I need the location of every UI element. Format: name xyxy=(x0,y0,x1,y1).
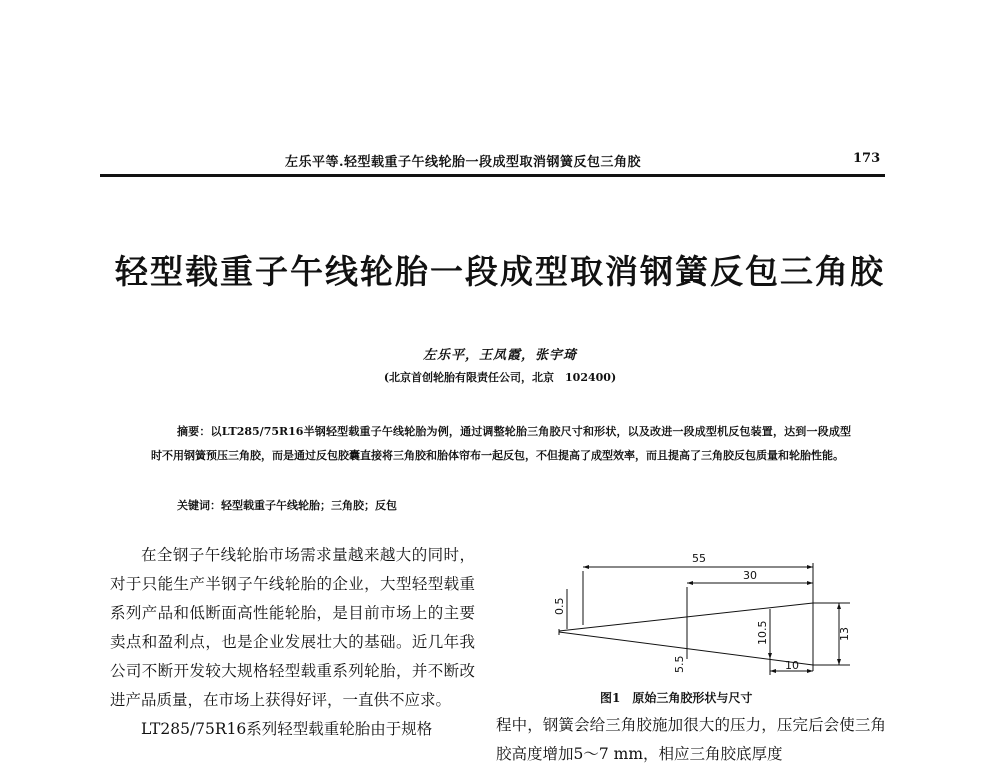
dim-label-55: 55 xyxy=(692,552,706,565)
dim-label-5-5: 5.5 xyxy=(673,655,686,673)
body-right-text: 程中，钢簧会给三角胶施加很大的压力，压完后会使三角胶高度增加5～7 mm，相应三角胶底厚度 xyxy=(496,716,886,763)
apex-upper-edge xyxy=(559,603,813,631)
figure-caption: 图1 原始三角胶形状与尺寸 xyxy=(600,691,753,705)
running-title: 左乐平等.轻型载重子午线轮胎一段成型取消钢簧反包三角胶 xyxy=(285,155,642,170)
body-left-column xyxy=(110,541,475,744)
keywords: 关键词：轻型载重子午线轮胎；三角胶；反包 xyxy=(177,499,397,512)
header-rule xyxy=(100,174,885,177)
figure-apex-diagram xyxy=(545,549,865,684)
body-paragraph-1: 在全钢子午线轮胎市场需求量越来越大的同时，对于只能生产半钢子午线轮胎的企业，大型轻型载重系列产品和低断面高性能轮胎，是目前市场上的主要卖点和盈利点，也是企业发展壮大的基础。近几年我公司不断开发较大规格轻型载重系列轮胎，并不断改进产品质量，在市场上获得好评，一直供不应求。 xyxy=(110,546,475,709)
apex-lower-edge xyxy=(559,632,813,665)
dim-label-0-5: 0.5 xyxy=(553,597,566,615)
dim-label-10-5: 10.5 xyxy=(756,620,769,645)
dim-label-10: 10 xyxy=(785,659,799,672)
affiliation: (北京首创轮胎有限责任公司，北京 102400) xyxy=(383,371,617,384)
abstract: 摘要：以LT285/75R16半钢轻型载重子午线轮胎为例，通过调整轮胎三角胶尺寸和形状，以及改进一段成型机反包装置，达到一段成型时不用钢簧预压三角胶，而是通过反包胶囊直接将三角胶和胎体帘布一起反包，不但提高了成型效率，而且提高了三角胶反包质量和轮胎性能。 xyxy=(151,425,851,462)
body-paragraph-2: LT285/75R16系列轻型载重轮胎由于规格 xyxy=(141,720,433,738)
authors: 左乐平，王凤霞，张宇琦 xyxy=(422,348,577,363)
body-right-column xyxy=(496,711,886,769)
page-number: 173 xyxy=(853,151,881,166)
dim-label-13: 13 xyxy=(838,627,851,641)
article-title: 轻型载重子午线轮胎一段成型取消钢簧反包三角胶 xyxy=(115,252,885,291)
dim-label-30: 30 xyxy=(743,569,757,582)
